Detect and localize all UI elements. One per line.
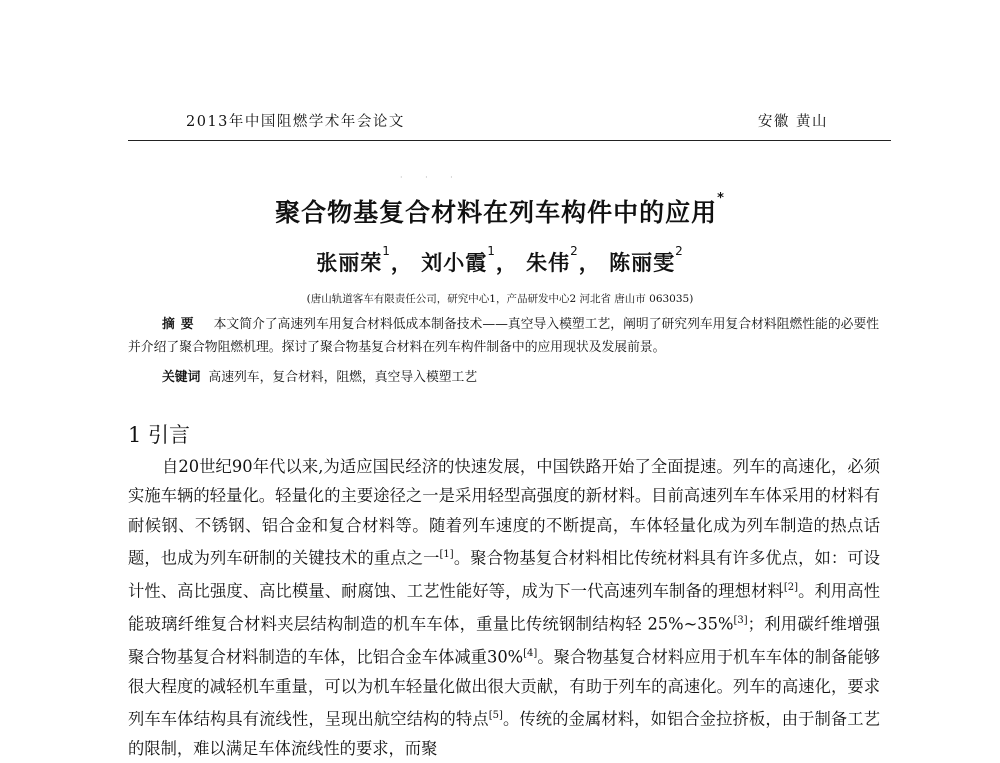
author-separator: ， (390, 251, 413, 275)
author-separator: ， (495, 251, 518, 275)
body-text-run: 。传统的金属材料，如铝合金拉挤板，由于制备工艺的限制，难以满足车体流线性的要求，而聚 (128, 709, 880, 758)
author-affiliation-index: 2 (675, 244, 684, 258)
keywords-label: 关键词 (162, 370, 201, 385)
citation: [5] (488, 709, 503, 721)
citation: [2] (783, 582, 798, 594)
citation: [3] (733, 614, 748, 626)
author-name: 张丽荣 (316, 251, 383, 275)
body-text-run: 自20世纪90年代以来,为适应国民经济的快速发展，中国铁路开始了全面提速。列车的高速化，必须实施车辆的轻量化。轻量化的主要途径之一是采用轻型高强度的新材料。目前高速列车车体采用的材料有耐候钢、不锈钢、铝合金和复合材料等。随着列车速度的不断提高，车体轻量化成为列车制造的热点话题，也成为列车研制的关键技术的重点之一 (128, 457, 880, 568)
paper-title-text: 聚合物基复合材料在列车构件中的应用 (275, 198, 718, 227)
author-name: 朱伟 (526, 251, 571, 275)
body-text-run: 。利用高性能玻璃纤维复合材料夹层结构制造的机车车体，重量比传统钢制结构轻 25%~35% (128, 581, 880, 634)
citation: [4] (523, 647, 538, 659)
keywords (162, 366, 477, 385)
section-heading: 1 引言 (128, 423, 191, 447)
running-header-left: 2013年中国阻燃学术年会论文 (186, 114, 405, 130)
scan-speckle: · · · (400, 173, 463, 182)
author-affiliation-index: 1 (487, 244, 496, 258)
author-separator: ， (578, 251, 601, 275)
affiliation: (唐山轨道客车有限责任公司，研究中心1，产品研发中心2 河北省 唐山市 063035) (306, 293, 694, 305)
author-affiliation-index: 1 (382, 244, 391, 258)
title-footnote-marker: * (717, 191, 725, 206)
paper-title (0, 193, 1000, 229)
abstract (128, 313, 888, 359)
author-list (0, 244, 1000, 277)
running-header-right: 安徽 黄山 (757, 114, 828, 130)
keywords-text: 高速列车，复合材料，阻燃，真空导入模塑工艺 (208, 370, 478, 385)
body-text (128, 452, 880, 763)
abstract-text: 本文简介了高速列车用复合材料低成本制备技术——真空导入模塑工艺，阐明了研究列车用复合材料阻燃性能的必要性并介绍了聚合物阻燃机理。探讨了聚合物基复合材料在列车构件制备中的应用现状及发展前景。 (128, 317, 880, 355)
body-text-run: 。聚合物基复合材料相比传统材料具有许多优点，如：可设计性、高比强度、高比模量、耐腐蚀、工艺性能好等，成为下一代高速列车制备的理想材料 (128, 548, 880, 601)
author-name: 陈丽雯 (609, 251, 676, 275)
abstract-label: 摘要 (162, 317, 200, 332)
body-text-run: ；利用碳纤维增强聚合物基复合材料制造的车体，比铝合金车体减重30% (128, 614, 880, 667)
body-text-run: 。聚合物基复合材料应用于机车车体的制备能够很大程度的减轻机车重量，可以为机车轻量化做出很大贡献，有助于列车的高速化。列车的高速化，要求列车车体结构具有流线性，呈现出航空结构的特点 (128, 647, 880, 729)
author-affiliation-index: 2 (570, 244, 579, 258)
header-rule (128, 140, 891, 141)
body-paragraph (128, 452, 880, 763)
author-name: 刘小霞 (421, 251, 488, 275)
citation: [1] (439, 549, 454, 561)
